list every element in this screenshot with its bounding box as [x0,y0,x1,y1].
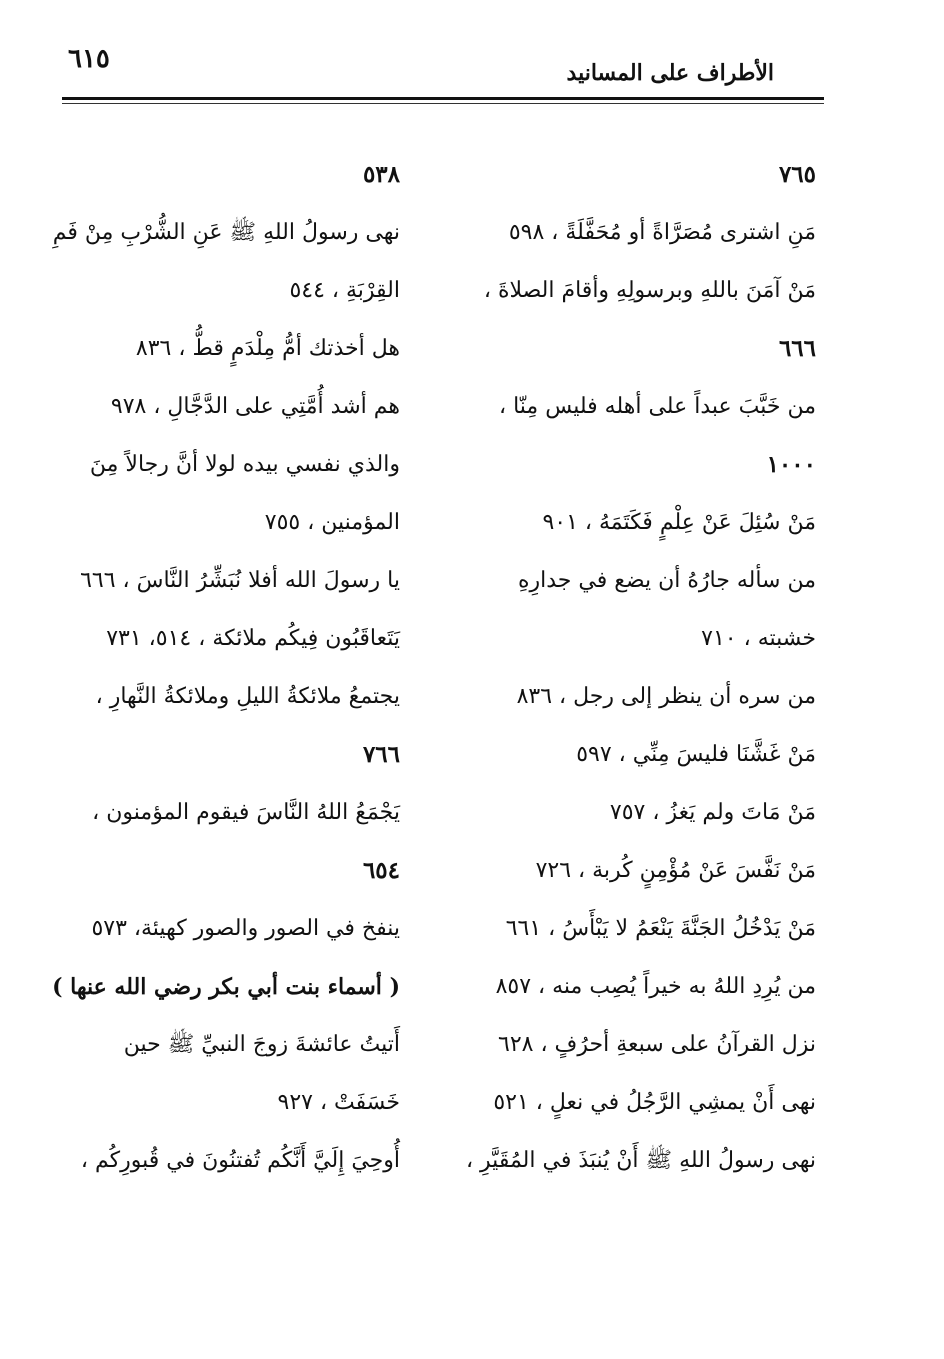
entry-line: يَتَعاقَبُون فِيكُم ملائكة ، ٥١٤، ٧٣١ [106,626,400,651]
entry-line: ينفخ في الصور والصور كهيئة، ٥٧٣ [91,916,400,941]
entry-line: ٦٦٦ [778,335,816,362]
entry-line: نهى أَنْ يمشِي الرَّجُلُ في نعلٍ ، ٥٢١ [493,1090,816,1115]
entry-line: خشبته ، ٧١٠ [701,626,816,651]
page-number: ٦١٥ [68,44,110,74]
right-column [465,146,816,1190]
entry-line: هل أخذتك أمُّ مِلْدَمٍ قطُّ ، ٨٣٦ [135,336,400,361]
entry-line: خَسَفَتْ ، ٩٢٧ [277,1090,400,1115]
entry-line: يا رسولَ الله أفلا نُبَشِّرُ النَّاسَ ، ٦٦٦ [80,568,400,593]
entry-line: أَتيتُ عائشةَ زوجَ النبيِّ ﷺ حين [123,1032,400,1057]
entry-line: مَنْ آمَنَ باللهِ وبرسولِهِ وأقامَ الصلاةَ ، [483,278,816,303]
entry-line: يَجْمَعُ اللهُ النَّاسَ فيقوم المؤمنون ، [92,800,400,825]
running-header: الأطراف على المسانيد [566,60,774,86]
entry-line: من يُرِدِ اللهُ به خيراً يُصِب منه ، ٨٥٧ [495,974,816,999]
entry-line: مَنْ نَفَّسَ عَنْ مُؤْمِنٍ كُربة ، ٧٢٦ [535,858,816,883]
entry-line: من سأله جارُهُ أن يضع في جدارِهِ [517,568,816,593]
entry-line: نزل القرآنُ على سبعةِ أحرُفٍ ، ٦٢٨ [498,1032,816,1057]
entry-line: من خَبَّبَ عبداً على أهله فليس مِنّا ، [498,394,816,419]
entry-line: من سره أن ينظر إلى رجل ، ٨٣٦ [516,684,816,709]
left-column [52,146,400,1190]
entry-line: المؤمنين ، ٧٥٥ [264,510,400,535]
entry-line: ٧٦٥ [778,161,816,188]
entry-line: ٥٣٨ [362,161,400,188]
entry-line: مَنِ اشترى مُصَرَّاةً أو مُحَفَّلَةً ، ٥٩٨ [508,220,816,245]
entry-line: نهى رسولُ اللهِ ﷺ عَنِ الشُّرْبِ مِنْ فَمِ [52,220,400,245]
entry-line: والذي نفسي بيده لولا أنَّ رجالاً مِنَ [89,452,400,477]
entry-line: أُوحِيَ إِلَيَّ أَنَّكُم تُفتنُونَ في قُبورِكُم ، [80,1148,400,1173]
entry-line: ١٠٠٠ [766,451,816,478]
entry-line: مَنْ مَاتَ ولم يَغزُ ، ٧٥٧ [609,800,816,825]
entry-line: مَنْ سُئِلَ عَنْ عِلْمٍ فَكَتَمَهُ ، ٩٠١ [542,510,816,535]
entry-line: ٧٦٦ [362,741,400,768]
entry-line: مَنْ يَدْخُلُ الجَنَّةَ يَنْعَمُ لا يَبْأَسُ ، ٦٦١ [505,916,816,941]
entry-line: نهى رسولُ اللهِ ﷺ أَنْ يُنبَذَ في المُقَيَّرِ ، [465,1148,816,1173]
header-rule [62,97,824,100]
entry-line: القِرْبَةِ ، ٥٤٤ [289,278,400,303]
narrator-heading: ( أسماء بنت أبي بكر رضي الله عنها ) [52,974,400,1000]
entry-line: ٦٥٤ [362,857,400,884]
entry-line: يجتمعُ ملائكةُ الليلِ وملائكةُ النَّهارِ ، [95,684,400,709]
entry-line: هم أشد أُمَّتِي على الدَّجَّالِ ، ٩٧٨ [110,394,400,419]
entry-line: مَنْ غَشَّنَا فليسَ مِنِّي ، ٥٩٧ [576,742,816,767]
header-rule-thin [62,103,824,104]
